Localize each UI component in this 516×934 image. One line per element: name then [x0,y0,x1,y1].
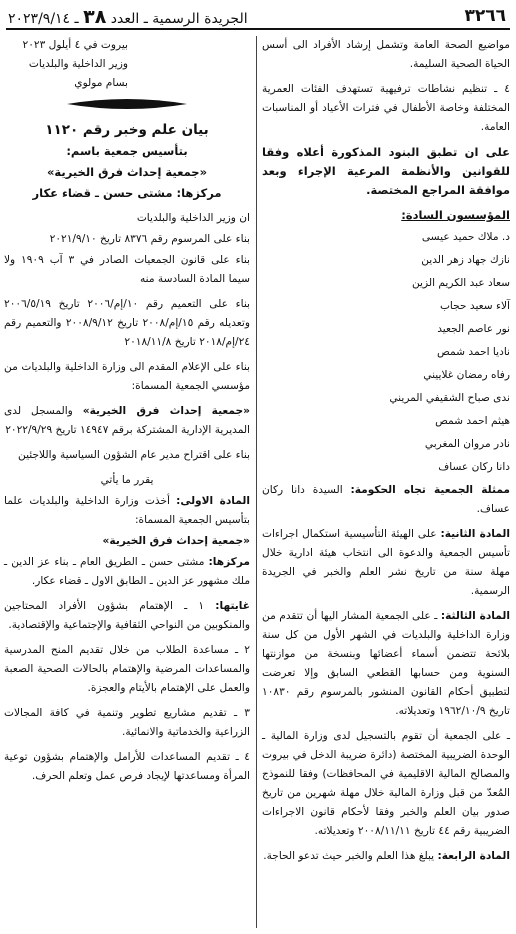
gazette-title: الجريدة الرسمية ـ العدد ٣٨ ـ ٢٠٢٣/٩/١٤ [8,6,248,28]
paragraph: ان وزير الداخلية والبلديات [136,212,250,224]
headquarters: مركزها: مشتى حسن ـ قضاء عكار [32,186,222,200]
article-2: المادة الثانية: على الهيئة التأسيسية استكمال اجراءات تأسيس الجمعية والدعوة الى انتخاب هيئة ادارية خلال مهلة سنة من تاريخ نشر العلم والخبر في الجريدة الرسمية. [262,528,510,597]
association-name: «جمعية إحداث فرق الخيرية» [46,165,208,179]
list-item: ناديا احمد شمص [437,346,510,358]
paragraph: بناء على الإعلام المقدم الى وزارة الداخلية والبلديات من مؤسسي الجمعية المسماة: [4,361,250,392]
paragraph: بناء على التعميم رقم ١٠/إم/٢٠٠٦ تاريخ ٢٠٠٦/٥/١٩ وتعديله رقم ١٥/إم/٢٠٠٨ تاريخ ٢٠٠٨/٩/١٢ والتعميم رقم ٢٤/إم/٢٠١٨ تاريخ ٢٠١٨/١١/٨ [4,298,250,348]
paragraph: مواضيع الصحة العامة وتشمل إرشاد الأفراد الى أسس الحياة الصحية السليمة. [262,39,510,70]
divider-ornament [67,97,187,111]
signature-date: بيروت في ٤ أيلول ٢٠٢٣ [22,39,128,51]
goal-2: ٢ ـ مساعدة الطلاب من خلال تقديم المنح المدرسية والمساعدات المرضية والإهتمام بالحالات الصحية الصعبة والعمل على الإهتمام بالأيتام والعجزة. [4,644,250,694]
list-item: نور عاصم الجعيد [437,323,510,335]
goal-3: ٣ ـ تقديم مشاريع تطوير وتنمية في كافة المجالات الزراعية والخدماتية والانمائية. [4,707,250,738]
goal-4: ٤ ـ تقديم المساعدات للأرامل والإهتمام بشؤون توعية المرأة ومساعدتها لإيجاد فرص عمل وتعلم الحرف. [4,751,250,782]
statement-title: بيان علم وخبر رقم ١١٢٠ [45,122,209,138]
column-divider [256,36,257,928]
left-column [4,36,250,792]
list-item: دانا ركان عساف [438,461,510,473]
list-item: نازك جهاد زهر الدين [421,254,510,266]
list-item: سعاد عبد الكريم الزين [411,277,510,289]
signature-block [4,36,128,93]
header-rule [6,28,510,30]
article-1: المادة الاولى: أخذت وزارة الداخلية والبلديات علما بتأسيس الجمعية المسماة: [4,495,250,526]
finance-paragraph: ـ على الجمعية أن تقوم بالتسجيل لدى وزارة المالية ـ الوحدة الضريبية المختصة (دائرة ضريبة الدخل في بيروت والمصالح المالية الاقليمية في المحافظات) وفقا للنموذج المُعدّ من قبل وزارة المالية خلال مهلة شهرين من تاريخ صدور بيان العلم والخبر وفقا لأحكام قانون الاجراءات الضريبية رقم ٤٤ تاريخ ٢٠٠٨/١١/١١ وتعديلاته. [262,730,510,837]
paragraph: «جمعية إحداث فرق الخيرية» والمسجل لدى المديرية الإدارية المشتركة برقم ١٤٩٤٧ تاريخ ٢٠٢٢/٩/٢٩ [4,405,250,436]
representative: ممثلة الجمعية تجاه الحكومة: السيدة دانا ركان عساف. [262,484,510,515]
article-3: المادة الثالثة: ـ على الجمعية المشار اليها أن تتقدم من وزارة الداخلية والبلديات في الشهر الأول من كل سنة بلائحة تتضمن أسماء أعضائها وبنسخة من موازنتها السنوية ومن حسابها القطعي السابق وإلا تعرضت لتطبيق أحكام القانون المنشور بالمرسوم رقم ١٠٨٣٠ تاريخ ١٩٦٢/١٠/٩ وتعديلاته. [262,610,510,717]
decides-line: يقرر ما يأتي [100,474,154,486]
list-item: د. ملاك حميد عيسى [421,231,510,243]
founders-label: المؤسسون السادة: [401,208,510,222]
association-name-2: «جمعية إحداث فرق الخيرية» [102,535,250,547]
signature-title: وزير الداخلية والبلديات [28,58,128,70]
list-item: آلاء سعيد حجاب [439,300,510,312]
right-column [262,36,510,872]
paragraph: ٤ ـ تنظيم نشاطات ترفيهية تستهدف الفئات العمرية المختلفة وخاصة الأطفال في فترات الأعياد أو المناسبات العامة. [262,83,510,133]
list-item: هيثم احمد شمص [435,415,510,427]
conditions-paragraph: على ان تطبق البنود المذكورة أعلاه وفقا للقوانين والأنظمة المرعية الإجراء وبعد موافقة المراجع المختصة. [262,145,510,197]
paragraph: بناء على قانون الجمعيات الصادر في ٣ آب ١٩٠٩ ولا سيما المادة السادسة منه [4,254,250,285]
statement-subtitle: بتأسيس جمعية باسم: [66,144,188,158]
goals: غايتها: ١ ـ الإهتمام بشؤون الأفراد المحتاجين والمنكوبين من النواحي الثقافية والإجتماعية والإقتصادية. [4,600,250,631]
founders-list [262,228,510,476]
page-number: ٣٢٦٦ [464,6,506,26]
page-header [6,4,510,28]
article-4: المادة الرابعة: يبلغ هذا العلم والخبر حيث تدعو الحاجة. [263,850,510,862]
list-item: نادر مروان المغربي [424,438,510,450]
issue-number: ٣٨ [83,6,107,28]
list-item: رفاه رمضان غلاييني [423,369,510,381]
paragraph: بناء على المرسوم رقم ٨٣٧٦ تاريخ ٢٠٢١/٩/١٠ [49,233,250,245]
paragraph: بناء على اقتراح مدير عام الشؤون السياسية واللاجئين [18,449,250,461]
list-item: ندى صباح الشقيفي المريني [389,392,510,404]
headquarters-detail: مركزها: مشتى حسن ـ الطريق العام ـ بناء عز الدين ـ ملك مشهور عز الدين ـ الطابق الاول ـ قضاء عكار. [4,556,250,587]
signature-name: بسام مولوي [74,77,128,89]
